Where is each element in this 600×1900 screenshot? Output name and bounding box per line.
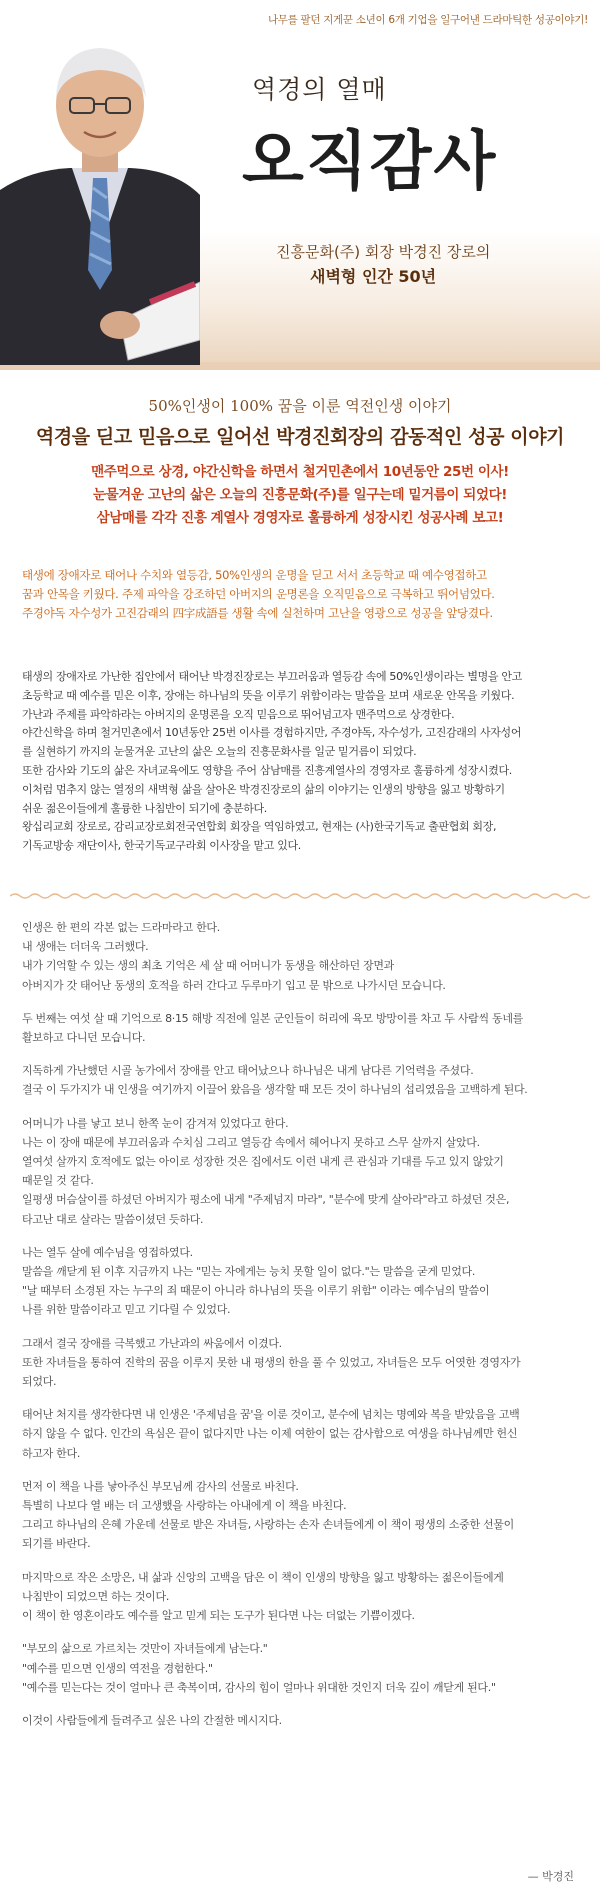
preface-line: 타고난 대로 살라는 말씀이셨던 듯하다. — [22, 1212, 204, 1226]
preface-paragraph — [22, 1009, 588, 1047]
intro-line: 초등학교 때 예수를 믿은 이후, 장애는 하나님의 뜻을 이루기 위함이라는 말씀을 보며 새로운 안목을 키웠다. — [22, 688, 515, 702]
summary-line: 꿈과 안목을 키웠다. 주제 파악을 강조하던 아버지의 운명론을 오직믿음으로 극복하고 뛰어넘었다. — [22, 587, 495, 601]
preface-line: 먼저 이 책을 나를 낳아주신 부모님께 감사의 선물로 바친다. — [22, 1479, 299, 1493]
preface-line: 말씀을 깨닫게 된 이후 지금까지 나는 "믿는 자에게는 능치 못할 일이 없다."는 말씀을 굳게 믿었다. — [22, 1265, 476, 1279]
preface-line: 그리고 하나님의 은혜 가운데 선물로 받은 자녀들, 사랑하는 손자 손녀들에게 이 책이 평생의 소중한 선물이 — [22, 1518, 514, 1532]
preface-line: 하고자 한다. — [22, 1446, 81, 1460]
preface-line: 되기를 바란다. — [22, 1537, 91, 1551]
intro-line: 왕십리교회 장로로, 감리교장로회전국연합회 회장을 역임하였고, 현재는 (사)한국기독교 출판협회 회장, — [22, 820, 497, 834]
preface-paragraph — [22, 918, 588, 995]
intro-line: 야간신학을 하며 철거민촌에서 10년동안 25번 이사를 경험하지만, 주경야독, 자수성가, 고진감래의 사자성어 — [22, 726, 522, 740]
preface-line: "부모의 삶으로 가르치는 것만이 자녀들에게 남는다." — [22, 1642, 268, 1656]
preface-line: 열여섯 살까지 호적에도 없는 아이로 성장한 것은 집에서도 이런 내게 큰 관심과 기대를 두고 있지 않았기 — [22, 1155, 504, 1169]
intro-line: 를 실현하기 까지의 눈물겨운 고난의 삶은 오늘의 진흥문화사를 일군 밑거름이 되었다. — [22, 745, 417, 759]
preface-paragraph — [22, 1061, 588, 1099]
preface-line: "예수를 믿는다는 것이 얼마나 큰 축복이며, 감사의 힘이 얼마나 위대한 것인지 더욱 깊이 깨닫게 된다." — [22, 1680, 496, 1694]
intro-line: 가난과 주제를 파악하라는 아버지의 운명론을 오직 믿음으로 뛰어넘고자 맨주먹으로 상경한다. — [22, 707, 455, 721]
signature: — 박경진 — [527, 1870, 574, 1883]
intro-line: 또한 감사와 기도의 삶은 자녀교육에도 영향을 주어 삼남매를 진흥계열사의 경영자로 훌륭하게 성장시켰다. — [22, 763, 512, 777]
summary-orange — [22, 566, 582, 623]
preface-line: 하지 않을 수 없다. 인간의 욕심은 끝이 없다지만 나는 이제 여한이 없는 감사함으로 여생을 하나님께만 헌신 — [22, 1427, 518, 1441]
preface-line: 인생은 한 편의 각본 없는 드라마라고 한다. — [22, 921, 220, 934]
preface-paragraph — [22, 1405, 588, 1463]
highlight-line: 눈물겨운 고난의 삶은 오늘의 진흥문화(주)를 일구는데 밑거름이 되었다! — [93, 487, 507, 503]
headline-line-1: 50%인생이 100% 꿈을 이룬 역전인생 이야기 — [148, 397, 452, 415]
highlight-lines — [0, 461, 600, 530]
book-banner — [0, 0, 600, 370]
preface-paragraph — [22, 1334, 588, 1392]
preface-line: 태어난 처지를 생각한다면 내 인생은 '주제넘을 꿈'을 이룬 것이고, 분수에 넘치는 명예와 복을 받았음을 고백 — [22, 1408, 520, 1422]
preface-line: 이것이 사람들에게 들려주고 싶은 나의 간절한 메시지다. — [22, 1713, 282, 1727]
preface-line: 그래서 결국 장애를 극복했고 가난과의 싸움에서 이겼다. — [22, 1336, 282, 1350]
intro-line: 이처럼 멈추지 않는 열정의 새벽형 삶을 살아온 박경진장로의 삶의 이야기는 인생의 방향을 잃고 방황하기 — [22, 782, 505, 796]
book-title: 오직감사 — [242, 124, 498, 199]
author-preface — [22, 918, 588, 1744]
preface-line: 나침반이 되었으면 하는 것이다. — [22, 1589, 170, 1603]
highlight-line: 맨주먹으로 상경, 야간신학을 하면서 철거민촌에서 10년동안 25번 이사! — [91, 464, 509, 480]
banner-tagline: 나무를 팔던 지게꾼 소년이 6개 기업을 일구어낸 드라마틱한 성공이야기! — [267, 14, 588, 26]
author-line: 진흥문화(주) 회장 박경진 장로의 — [276, 243, 491, 261]
preface-paragraph — [22, 1477, 588, 1554]
preface-paragraph — [22, 1639, 588, 1697]
preface-line: 이 책이 한 영혼이라도 예수를 알고 믿게 되는 도구가 된다면 나는 더없는 기쁨이겠다. — [22, 1609, 415, 1623]
preface-paragraph — [22, 1243, 588, 1320]
book-subtitle: 역경의 열매 — [252, 75, 387, 104]
preface-line: 내 생애는 더더욱 그러했다. — [22, 940, 149, 954]
preface-line: 또한 자녀들을 통하여 진학의 꿈을 이루지 못한 내 평생의 한을 풀 수 있었고, 자녀들은 모두 어엿한 경영자가 — [22, 1355, 521, 1369]
preface-line: 나는 열두 살에 예수님을 영접하였다. — [22, 1245, 193, 1259]
author-introduction — [22, 668, 587, 856]
preface-line: "날 때부터 소경된 자는 누구의 죄 때문이 아니라 하나님의 뜻을 이루기 위함" 이라는 예수님의 말씀이 — [22, 1284, 490, 1298]
preface-line: 마지막으로 작은 소망은, 내 삶과 신앙의 고백을 담은 이 책이 인생의 방향을 잃고 방황하는 젊은이들에게 — [22, 1570, 504, 1584]
intro-line: 기독교방송 재단이사, 한국기독교구라회 이사장을 맡고 있다. — [22, 839, 301, 853]
preface-line: 되었다. — [22, 1375, 57, 1389]
summary-line: 주경야독 자수성가 고진감래의 四字成語를 생활 속에 실천하며 고난을 영광으로 성공을 앞당겼다. — [22, 606, 493, 620]
preface-line: 특별히 나보다 열 배는 더 고생했을 사랑하는 아내에게 이 책을 바친다. — [22, 1499, 347, 1513]
preface-line: 두 번째는 여섯 살 때 기억으로 8·15 해방 직전에 일본 군인들이 허리에 육모 방망이를 차고 두 사람씩 동네를 — [22, 1011, 523, 1025]
preface-line: 활보하고 다니던 모습니다. — [22, 1031, 146, 1045]
summary-line: 태생에 장애자로 태어나 수치와 열등감, 50%인생의 운명을 딛고 서서 초등학교 때 예수영접하고 — [22, 568, 487, 582]
preface-line: 나는 이 장애 때문에 부끄러움과 수치심 그리고 열등감 속에서 헤어나지 못하고 스무 살까지 살았다. — [22, 1135, 480, 1149]
preface-line: 결국 이 두가지가 내 인생을 여기까지 이끌어 왔음을 생각할 때 모든 것이 하나님의 섭리였음을 고백하게 된다. — [22, 1083, 528, 1097]
preface-line: 어머니가 나를 낳고 보니 한쪽 눈이 감겨져 있었다고 한다. — [22, 1116, 289, 1130]
book-series-line: 새벽형 인간 50년 — [310, 267, 437, 286]
preface-paragraph — [22, 1711, 588, 1730]
author-portrait-image — [0, 20, 200, 365]
preface-line: 때문일 것 같다. — [22, 1174, 94, 1188]
section-divider — [10, 892, 590, 900]
preface-line: 아버지가 갓 태어난 동생의 호적을 하러 간다고 두루마기 입고 문 밖으로 나가시던 모습니다. — [22, 978, 446, 992]
headline-line-2: 역경을 딛고 믿음으로 일어선 박경진회장의 감동적인 성공 이야기 — [35, 426, 565, 448]
preface-paragraph — [22, 1114, 588, 1229]
headline-section — [0, 395, 600, 530]
preface-paragraph — [22, 1568, 588, 1626]
preface-line: 지독하게 가난했던 시골 농가에서 장애를 안고 태어났으나 하나님은 내게 남다른 기억력을 주셨다. — [22, 1064, 474, 1078]
preface-line: 일평생 머슴살이를 하셨던 아버지가 평소에 내게 "주제넘지 마라", "분수에 맞게 살아라"라고 하셨던 것은, — [22, 1193, 510, 1207]
highlight-line: 삼남매를 각각 진흥 계열사 경영자로 훌륭하게 성장시킨 성공사례 보고! — [96, 510, 504, 526]
intro-line: 쉬운 젊은이들에게 훌륭한 나침반이 되기에 충분하다. — [22, 801, 267, 815]
intro-line: 태생의 장애자로 가난한 집안에서 태어난 박경진장로는 부끄러움과 열등감 속에 50%인생이라는 별명을 안고 — [22, 670, 522, 683]
preface-line: 나를 위한 말씀이라고 믿고 기다릴 수 있었다. — [22, 1303, 231, 1317]
preface-line: "예수를 믿으면 인생의 역전을 경험한다." — [22, 1661, 213, 1675]
preface-line: 내가 기억할 수 있는 생의 최초 기억은 세 살 때 어머니가 동생을 해산하던 장면과 — [22, 959, 394, 973]
